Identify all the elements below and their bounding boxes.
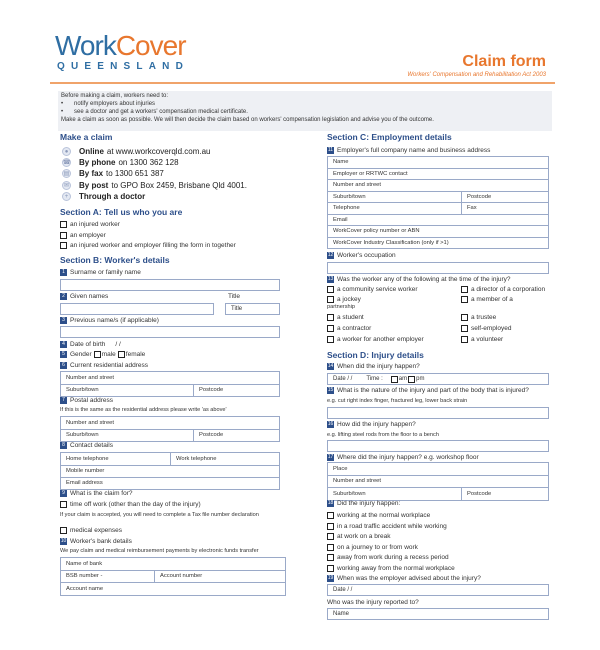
checkbox[interactable]	[461, 314, 468, 321]
option-director[interactable]	[461, 286, 545, 293]
checkbox[interactable]	[327, 565, 334, 572]
option-label: am	[398, 376, 408, 382]
gender-field: 5 Gender male female	[60, 351, 145, 358]
option-label: a volunteer	[471, 336, 504, 343]
label-text: Date of birth	[70, 341, 106, 348]
checkbox[interactable]	[461, 286, 468, 293]
email-field[interactable]: Email address	[66, 480, 103, 486]
date-text: Date / /	[333, 376, 353, 382]
q9-label: 9 What is the claim for?	[60, 490, 133, 497]
pm-checkbox[interactable]	[408, 376, 415, 383]
checkbox[interactable]	[327, 554, 334, 561]
q7-note: If this is the same as the residential address please write 'as above'	[60, 407, 227, 413]
given-names-field[interactable]	[60, 303, 214, 315]
label-text: Postal address	[70, 397, 113, 404]
checkbox[interactable]	[327, 512, 334, 519]
intro-bullet: • notify employers about injuries	[61, 101, 156, 107]
page-subtitle: Workers' Compensation and Rehabilitation Act 2003	[407, 72, 546, 78]
method-doctor	[62, 192, 148, 201]
checkbox[interactable]	[60, 242, 67, 249]
label-text: What is the claim for?	[70, 490, 133, 497]
q12-label: 12 Worker's occupation	[327, 252, 396, 259]
bank-name-field[interactable]: Name of bank	[66, 560, 103, 567]
mobile-field[interactable]: Mobile number	[66, 468, 105, 474]
surname-field[interactable]	[60, 279, 280, 291]
checkbox[interactable]	[327, 296, 334, 303]
suburb-field[interactable]: Suburb/town	[66, 432, 99, 439]
q18-option[interactable]	[327, 523, 447, 530]
option-label: a jockey	[337, 296, 361, 303]
q15-label: 15 What is the nature of the injury and part of the body that is injured?	[327, 387, 529, 394]
method-fax	[62, 169, 164, 178]
option-jockey[interactable]	[327, 296, 361, 303]
option-community-worker[interactable]	[327, 286, 418, 293]
time-text: Time :	[366, 376, 383, 382]
medical-cross-icon: +	[62, 192, 71, 201]
intro-closing: Make a claim as soon as possible. We will then decide the claim based on workers' compensation legislation and advise you of the outcome.	[61, 117, 434, 123]
option-volunteer[interactable]	[461, 336, 503, 343]
suburb-field[interactable]: Suburb/town	[66, 387, 99, 394]
mail-icon: ✉	[63, 183, 70, 189]
reported-to-label: Who was the injury reported to?	[327, 599, 419, 606]
postcode-field[interactable]: Postcode	[461, 192, 548, 203]
method-detail: at www.workcoverqld.com.au	[106, 147, 211, 156]
occupation-field[interactable]	[327, 262, 549, 274]
logo-text: Cover	[115, 30, 186, 61]
option-label: at work on a break	[337, 533, 391, 540]
checkbox[interactable]	[327, 336, 334, 343]
label-text: Worker's bank details	[70, 538, 132, 545]
label-text: How did the injury happen?	[337, 421, 416, 428]
previous-names-field[interactable]	[60, 326, 280, 338]
phone-icon: ☎	[63, 160, 71, 166]
checkbox[interactable]	[327, 325, 334, 332]
method-label: By post	[79, 181, 109, 190]
telephone-field[interactable]: Telephone	[333, 205, 360, 212]
option-label: away from work during a recess period	[337, 554, 449, 561]
q3-label: 3 Previous name/s (if applicable)	[60, 317, 159, 324]
injury-how-field[interactable]	[327, 440, 549, 452]
injury-location-table	[327, 462, 549, 501]
reported-to-name-field[interactable]: Name	[327, 608, 549, 620]
q11-label: 11 Employer's full company name and business address	[327, 147, 491, 154]
suburb-field[interactable]: Suburb/town	[333, 490, 366, 497]
mouse-icon: ●	[62, 147, 71, 156]
q8-label: 8 Contact details	[60, 442, 113, 449]
q10-label: 10 Worker's bank details	[60, 538, 132, 545]
number-street-field[interactable]: Number and street	[333, 478, 382, 485]
q18-option[interactable]	[327, 544, 418, 551]
q10-note: We pay claim and medical reimbursement payments by electronic funds transfer	[60, 548, 259, 554]
method-label: Online	[79, 147, 104, 156]
number-street-field[interactable]: Number and street	[66, 419, 115, 426]
date-separator: / /	[115, 341, 121, 348]
label-text: Current residential address	[70, 362, 149, 369]
q18-option[interactable]	[327, 533, 390, 540]
employer-table	[327, 156, 549, 249]
make-claim-heading: Make a claim	[60, 132, 113, 142]
method-label: By phone	[79, 158, 116, 167]
section-a-heading: Section A: Tell us who you are	[60, 207, 183, 217]
option-student[interactable]	[327, 314, 364, 321]
q18-option[interactable]	[327, 512, 430, 519]
q14-label: 14 When did the injury happen?	[327, 363, 420, 370]
postcode-field[interactable]: Postcode	[193, 430, 279, 442]
account-name-field[interactable]: Account name	[66, 585, 104, 592]
intro-lead: Before making a claim, workers need to:	[61, 93, 169, 99]
checkbox[interactable]	[60, 232, 67, 239]
employer-name-field[interactable]: Name	[333, 159, 349, 166]
option-label: time off work (other than the day of the injury)	[70, 501, 201, 508]
option-label: in a road traffic accident while working	[337, 523, 447, 530]
q19-label: 19 When was the employer advised about the injury?	[327, 575, 481, 582]
title-field[interactable]: Title	[225, 303, 280, 315]
postcode-field[interactable]: Postcode	[461, 488, 548, 500]
option-label: self-employed	[471, 325, 512, 332]
male-checkbox[interactable]	[94, 351, 101, 358]
option-label: working at the normal workplace	[337, 512, 431, 519]
checkbox[interactable]	[60, 501, 67, 508]
label-text: Given names	[70, 293, 109, 300]
work-telephone-field[interactable]: Work telephone	[170, 453, 279, 465]
option-label: a community service worker	[337, 286, 418, 293]
option-label: male	[101, 351, 116, 358]
option-label: female	[125, 351, 146, 358]
option-employer[interactable]	[60, 232, 106, 239]
place-field[interactable]: Place	[333, 465, 348, 472]
option-label: a member of a	[471, 296, 513, 303]
option-self-employed[interactable]	[461, 325, 511, 332]
method-phone	[62, 158, 179, 167]
section-b-heading: Section B: Worker's details	[60, 255, 170, 265]
section-d-heading: Section D: Injury details	[327, 350, 424, 360]
title-label: Title	[228, 293, 241, 300]
checkbox[interactable]	[60, 221, 67, 228]
option-label: medical expenses	[70, 527, 123, 534]
checkbox[interactable]	[60, 527, 67, 534]
advised-date-field[interactable]: Date / /	[327, 584, 549, 596]
left-column	[58, 0, 280, 650]
option-label: an employer	[70, 232, 106, 239]
employer-contact-field[interactable]: Employer or RRTWC contact	[333, 170, 408, 177]
option-injured-worker[interactable]	[60, 221, 120, 228]
bsb-field[interactable]: BSB number -	[66, 573, 103, 580]
checkbox[interactable]	[461, 336, 468, 343]
fax-field[interactable]: Fax	[461, 203, 548, 214]
checkbox[interactable]	[461, 296, 468, 303]
q6-label: 6 Current residential address	[60, 362, 148, 369]
bank-table	[60, 557, 286, 596]
q2-label: 2 Given names	[60, 293, 108, 300]
option-both[interactable]	[60, 242, 236, 249]
policy-field[interactable]: WorkCover policy number or ABN	[333, 228, 420, 235]
option-partnership-member[interactable]	[461, 296, 513, 303]
q18-option[interactable]	[327, 565, 455, 572]
label-text: Worker's occupation	[337, 252, 396, 259]
label-text: Contact details	[70, 442, 113, 449]
method-detail: to 1300 651 387	[106, 169, 164, 178]
account-number-field[interactable]: Account number	[154, 571, 285, 583]
partnership-text: partnership	[327, 304, 355, 310]
q13-label: 13 Was the worker any of the following at the time of the injury?	[327, 276, 511, 283]
residential-address-table	[60, 371, 280, 397]
q16-example: e.g. lifting steel rods from the floor to a bench	[327, 432, 439, 438]
option-other-employer[interactable]	[327, 336, 424, 343]
option-label: a worker for another employer	[337, 336, 424, 343]
q16-label: 16 How did the injury happen?	[327, 421, 416, 428]
injury-nature-field[interactable]	[327, 407, 549, 419]
label-text: Where did the injury happen? e.g. workshop floor	[337, 454, 479, 461]
label-text: Surname or family name	[70, 269, 141, 276]
number-street-field[interactable]: Number and street	[333, 182, 382, 189]
email-field[interactable]: Email	[333, 216, 348, 223]
method-label: By fax	[79, 169, 104, 178]
option-label: a contractor	[337, 325, 372, 332]
contact-table	[60, 452, 280, 490]
q1-label: 1 Surname or family name	[60, 269, 141, 276]
option-label: a student	[337, 314, 364, 321]
method-detail: to GPO Box 2459, Brisbane Qld 4001.	[111, 181, 247, 190]
time-off-option[interactable]	[60, 501, 201, 508]
label-text: Gender	[70, 351, 92, 358]
postal-address-table	[60, 416, 280, 442]
option-label: an injured worker	[70, 221, 120, 228]
option-label: a director of a corporation	[471, 286, 546, 293]
option-label: an injured worker and employer filling the form in together	[70, 242, 236, 249]
q7-label: 7 Postal address	[60, 397, 113, 404]
home-telephone-field[interactable]: Home telephone	[66, 455, 109, 462]
label-text: What is the nature of the injury and part of the body that is injured?	[337, 387, 529, 394]
tfn-note: If your claim is accepted, you will need to complete a Tax file number declaration	[60, 512, 259, 518]
checkbox[interactable]	[327, 286, 334, 293]
intro-bullet: • see a doctor and get a workers' compensation medical certificate.	[61, 109, 248, 115]
option-trustee[interactable]	[461, 314, 496, 321]
industry-classification-field[interactable]: WorkCover Industry Classification (only if >1)	[333, 239, 449, 246]
logo-subtext: QUEENSLAND	[57, 61, 190, 72]
option-label: pm	[416, 376, 425, 382]
option-label: on a journey to or from work	[337, 544, 418, 551]
postcode-field[interactable]: Postcode	[193, 385, 279, 397]
label-text: Employer's full company name and business address	[337, 147, 491, 154]
q17-label: 17 Where did the injury happen? e.g. workshop floor	[327, 454, 479, 461]
q18-option[interactable]	[327, 554, 449, 561]
method-online	[62, 147, 210, 156]
bullet-text: see a doctor and get a workers' compensation medical certificate.	[74, 109, 248, 115]
am-checkbox[interactable]	[391, 376, 398, 383]
checkbox[interactable]	[327, 523, 334, 530]
method-label: Through a doctor	[79, 192, 146, 201]
bullet-text: notify employers about injuries	[74, 101, 156, 107]
method-detail: on 1300 362 128	[118, 158, 179, 167]
q18-label: 18 Did the injury happen:	[327, 500, 401, 507]
female-checkbox[interactable]	[118, 351, 125, 358]
method-post	[62, 181, 247, 190]
q15-example: e.g. cut right index finger, fractured leg, lower back strain	[327, 398, 468, 404]
fax-icon: ▤	[63, 171, 70, 177]
checkbox[interactable]	[327, 314, 334, 321]
label-text: Was the worker any of the following at the time of the injury?	[337, 276, 511, 283]
suburb-field[interactable]: Suburb/town	[333, 193, 366, 200]
section-c-heading: Section C: Employment details	[327, 132, 452, 142]
checkbox[interactable]	[327, 533, 334, 540]
option-label: working away from the normal workplace	[337, 565, 455, 572]
checkbox[interactable]	[327, 544, 334, 551]
dob-field[interactable]: 4 Date of birth / /	[60, 341, 121, 348]
option-label: a trustee	[471, 314, 497, 321]
label-text: When did the injury happen?	[337, 363, 420, 370]
checkbox[interactable]	[461, 325, 468, 332]
medical-expenses-option[interactable]	[60, 527, 122, 534]
page-title: Claim form	[462, 53, 546, 70]
number-street-field[interactable]: Number and street	[66, 374, 115, 381]
logo-text: Work	[55, 30, 116, 61]
label-text: When was the employer advised about the injury?	[337, 575, 481, 582]
label-text: Previous name/s (if applicable)	[70, 317, 159, 324]
right-column	[325, 0, 549, 650]
option-contractor[interactable]	[327, 325, 371, 332]
injury-datetime-field[interactable]	[327, 373, 549, 385]
label-text: Did the injury happen:	[337, 500, 401, 507]
